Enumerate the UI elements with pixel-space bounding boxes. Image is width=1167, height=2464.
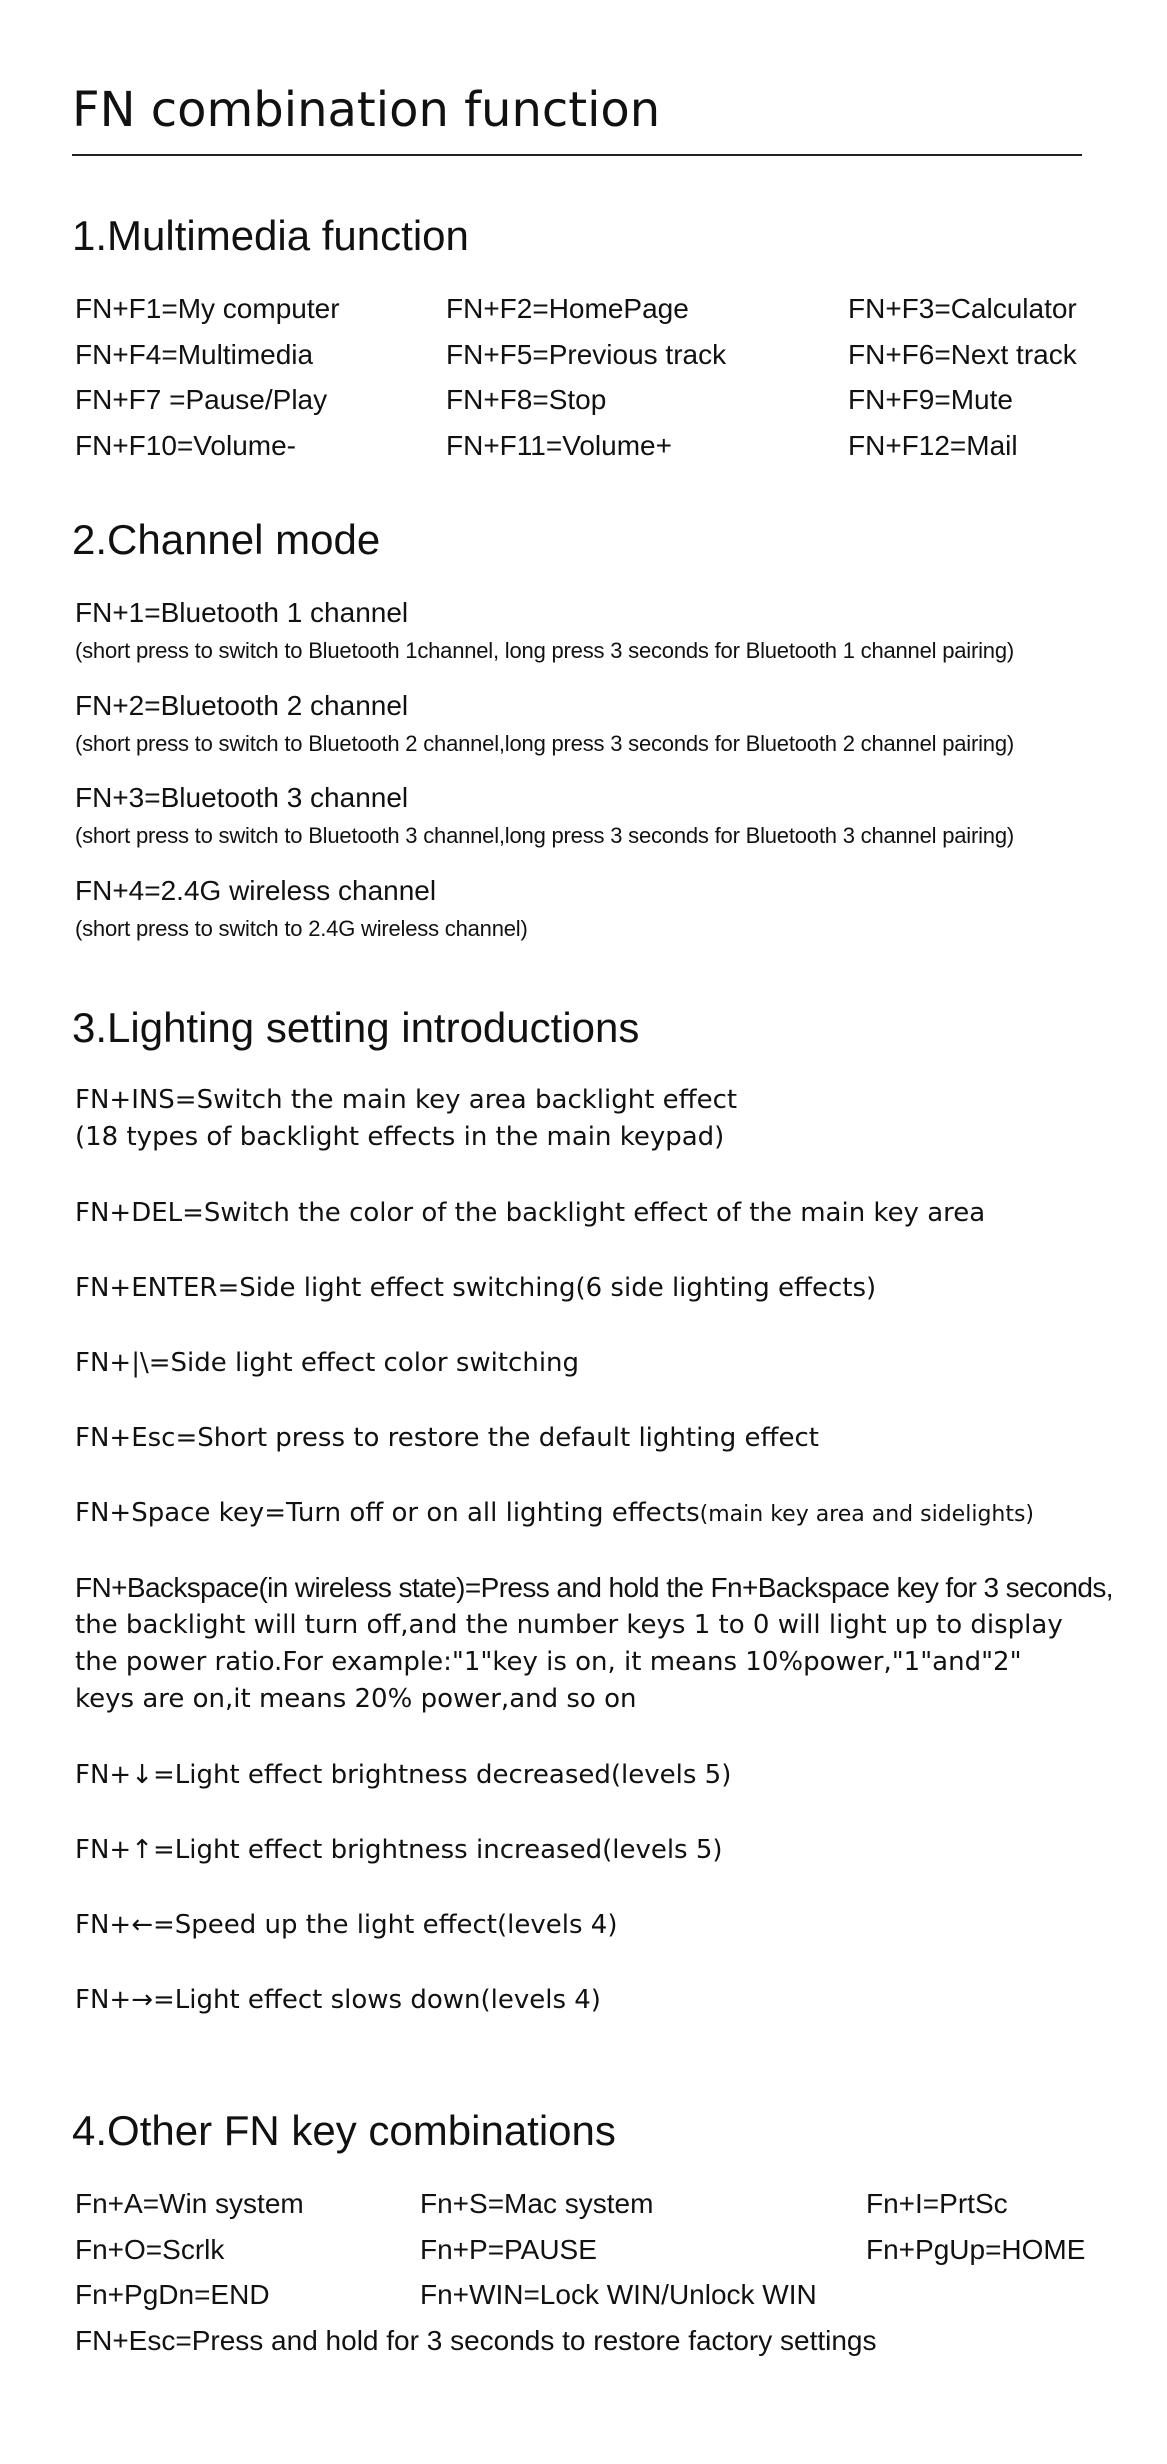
multimedia-item: FN+F4=Multimedia — [75, 339, 314, 370]
multimedia-item: FN+F2=HomePage — [446, 293, 689, 324]
channel-item-note: (short press to switch to Bluetooth 2 channel,long press 3 seconds for Bluetooth 2 channel pairing) — [75, 731, 1014, 756]
multimedia-item: FN+F10=Volume- — [75, 430, 296, 461]
section-heading-other: 4.Other FN key combinations — [72, 2107, 616, 2154]
multimedia-item: FN+F1=My computer — [75, 293, 340, 324]
lighting-item: FN+DEL=Switch the color of the backlight effect of the main key area — [75, 1198, 986, 1228]
multimedia-item: FN+F8=Stop — [446, 384, 607, 415]
section-heading-channel: 2.Channel mode — [72, 516, 381, 563]
combo-item: Fn+WIN=Lock WIN/Unlock WIN — [420, 2279, 817, 2310]
combo-footer: FN+Esc=Press and hold for 3 seconds to restore factory settings — [75, 2325, 877, 2356]
multimedia-item: FN+F11=Volume+ — [446, 430, 672, 461]
channel-item-note: (short press to switch to 2.4G wireless channel) — [75, 916, 528, 941]
section-heading-multimedia: 1.Multimedia function — [72, 212, 469, 259]
combo-item: Fn+A=Win system — [75, 2188, 304, 2219]
lighting-item: FN+↑=Light effect brightness increased(levels 5) — [75, 1835, 723, 1865]
lighting-item-note: (18 types of backlight effects in the main keypad) — [75, 1122, 725, 1152]
lighting-item-suffix: (main key area and sidelights) — [699, 1502, 1035, 1527]
lighting-item: FN+↓=Light effect brightness decreased(levels 5) — [75, 1760, 732, 1790]
lighting-item: FN+→=Light effect slows down(levels 4) — [75, 1985, 601, 2015]
combo-item: Fn+S=Mac system — [420, 2188, 654, 2219]
lighting-item-text: FN+Backspace(in wireless state)=Press and hold the Fn+Backspace key for 3 seconds, — [75, 1572, 1113, 1603]
multimedia-item: FN+F3=Calculator — [848, 293, 1077, 324]
combo-item: Fn+P=PAUSE — [420, 2234, 597, 2265]
channel-item-label: FN+4=2.4G wireless channel — [75, 875, 437, 906]
lighting-item: FN+INS=Switch the main key area backlight effect — [75, 1085, 738, 1115]
channel-item-note: (short press to switch to Bluetooth 1channel, long press 3 seconds for Bluetooth 1 channel pairing) — [75, 638, 1014, 663]
combo-item: Fn+O=Scrlk — [75, 2234, 225, 2265]
lighting-item-continuation: the backlight will turn off,and the number keys 1 to 0 will light up to display — [75, 1610, 1063, 1640]
multimedia-item: FN+F6=Next track — [848, 339, 1077, 370]
section-heading-lighting: 3.Lighting setting introductions — [72, 1004, 640, 1051]
lighting-item: FN+|\=Side light effect color switching — [75, 1348, 580, 1378]
channel-item-note: (short press to switch to Bluetooth 3 channel,long press 3 seconds for Bluetooth 3 channel pairing) — [75, 823, 1014, 848]
page-title: FN combination function — [72, 82, 661, 138]
channel-item-label: FN+3=Bluetooth 3 channel — [75, 782, 409, 813]
lighting-item-continuation: the power ratio.For example:"1"key is on, it means 10%power,"1"and"2" — [75, 1647, 1022, 1677]
lighting-item — [75, 1569, 1113, 1608]
lighting-item: FN+ENTER=Side light effect switching(6 side lighting effects) — [75, 1273, 877, 1303]
multimedia-item: FN+F12=Mail — [848, 430, 1018, 461]
combo-item: Fn+I=PrtSc — [866, 2188, 1008, 2219]
title-divider — [72, 154, 1082, 156]
multimedia-item: FN+F7 =Pause/Play — [75, 384, 328, 415]
lighting-item-continuation: keys are on,it means 20% power,and so on — [75, 1684, 637, 1714]
lighting-item: FN+Esc=Short press to restore the default lighting effect — [75, 1423, 819, 1453]
lighting-item-text: FN+Space key=Turn off or on all lighting effects — [75, 1498, 700, 1528]
combo-item: Fn+PgUp=HOME — [866, 2234, 1086, 2265]
channel-item-label: FN+1=Bluetooth 1 channel — [75, 597, 409, 628]
combo-item: Fn+PgDn=END — [75, 2279, 270, 2310]
lighting-item — [75, 1494, 1034, 1534]
channel-item-label: FN+2=Bluetooth 2 channel — [75, 690, 409, 721]
multimedia-item: FN+F5=Previous track — [446, 339, 727, 370]
lighting-item: FN+←=Speed up the light effect(levels 4) — [75, 1910, 618, 1940]
multimedia-item: FN+F9=Mute — [848, 384, 1013, 415]
